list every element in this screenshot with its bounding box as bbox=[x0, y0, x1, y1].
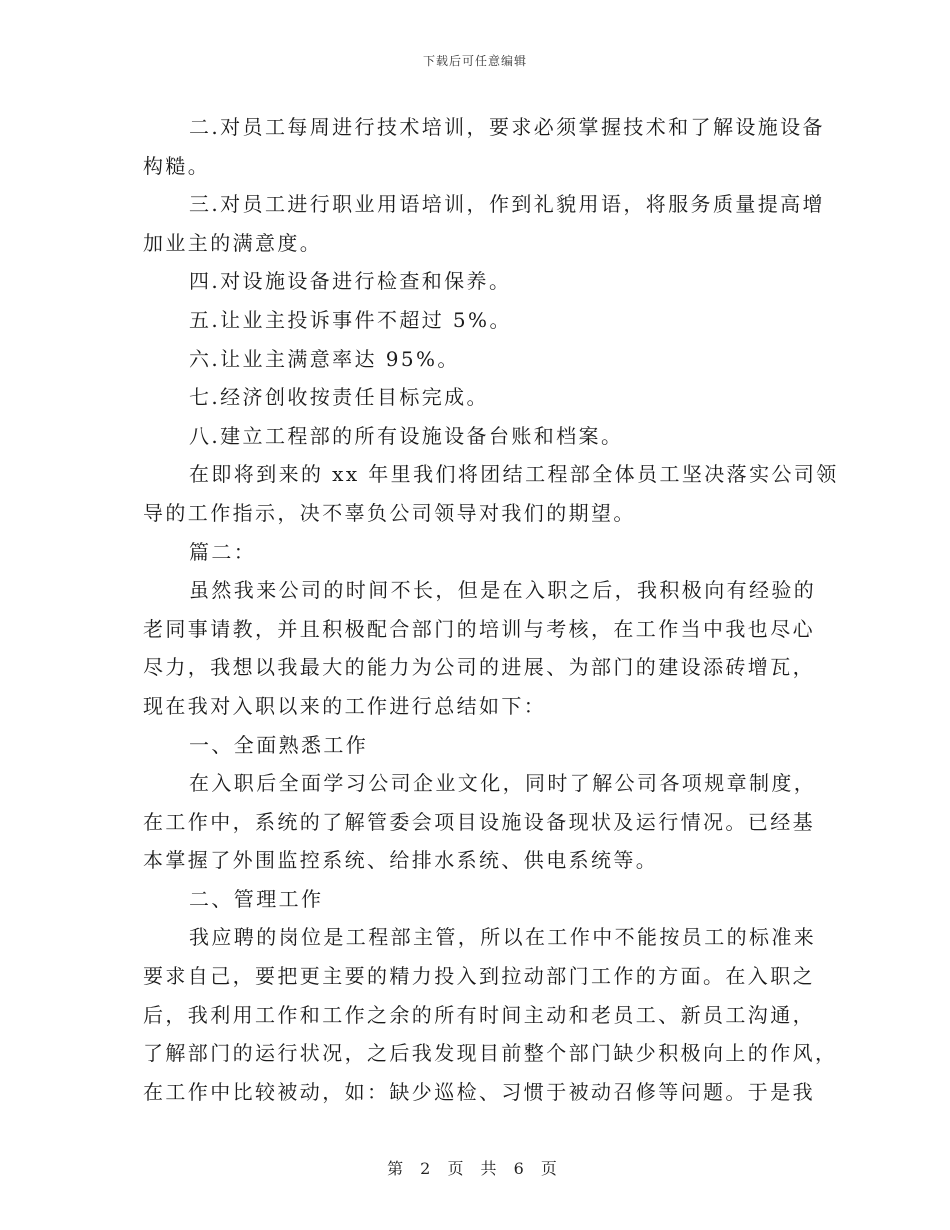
document-body bbox=[143, 108, 839, 1111]
body-line: 在即将到来的 xx 年里我们将团结工程部全体员工坚决落实公司领 bbox=[189, 462, 839, 487]
body-line: 五.让业主投诉事件不超过 5%。 bbox=[189, 307, 512, 332]
subsection-heading: 一、全面熟悉工作 bbox=[189, 732, 369, 757]
body-line: 本掌握了外围监控系统、给排水系统、供电系统等。 bbox=[143, 848, 659, 873]
body-line: 七.经济创收按责任目标完成。 bbox=[189, 385, 489, 410]
subsection-heading: 二、管理工作 bbox=[189, 886, 324, 911]
body-line: 在工作中，系统的了解管委会项目设施设备现状及运行情况。已经基 bbox=[143, 809, 815, 834]
body-line: 导的工作指示，决不辜负公司领导对我们的期望。 bbox=[143, 500, 636, 525]
page-header: 下载后可任意编辑 bbox=[422, 54, 527, 68]
body-line: 现在我对入职以来的工作进行总结如下： bbox=[143, 693, 547, 718]
body-line: 二.对员工每周进行技术培训，要求必须掌握技术和了解设施设备 bbox=[189, 115, 825, 139]
body-line: 八.建立工程部的所有设施设备台账和档案。 bbox=[189, 423, 624, 448]
body-line: 四.对设施设备进行检查和保养。 bbox=[189, 269, 512, 294]
body-line: 我应聘的岗位是工程部主管，所以在工作中不能按员工的标准来 bbox=[189, 925, 817, 950]
section-heading: 篇二： bbox=[189, 539, 257, 564]
body-line: 老同事请教，并且积极配合部门的培训与考核，在工作当中我也尽心 bbox=[143, 616, 815, 641]
body-line: 后，我利用工作和工作之余的所有时间主动和老员工、新员工沟通， bbox=[143, 1002, 815, 1027]
body-line: 虽然我来公司的时间不长，但是在入职之后，我积极向有经验的 bbox=[189, 578, 817, 603]
body-line: 了解部门的运行状况，之后我发现目前整个部门缺少积极向上的作风， bbox=[143, 1041, 838, 1066]
body-line: 在入职后全面学习公司企业文化，同时了解公司各项规章制度， bbox=[189, 771, 817, 796]
body-line: 加业主的满意度。 bbox=[143, 230, 323, 255]
body-line: 构糙。 bbox=[143, 153, 211, 178]
body-line: 要求自己，要把更主要的精力投入到拉动部门工作的方面。在入职之 bbox=[143, 964, 815, 989]
body-line: 在工作中比较被动，如：缺少巡检、习惯于被动召修等问题。于是我 bbox=[143, 1079, 815, 1104]
body-line: 六.让业主满意率达 95%。 bbox=[189, 346, 460, 371]
body-line: 尽力，我想以我最大的能力为公司的进展、为部门的建设添砖增瓦， bbox=[143, 655, 815, 680]
page-number-footer: 第 2 页 共 6 页 bbox=[387, 1159, 563, 1178]
body-line: 三.对员工进行职业用语培训，作到礼貌用语，将服务质量提高增 bbox=[189, 192, 825, 217]
